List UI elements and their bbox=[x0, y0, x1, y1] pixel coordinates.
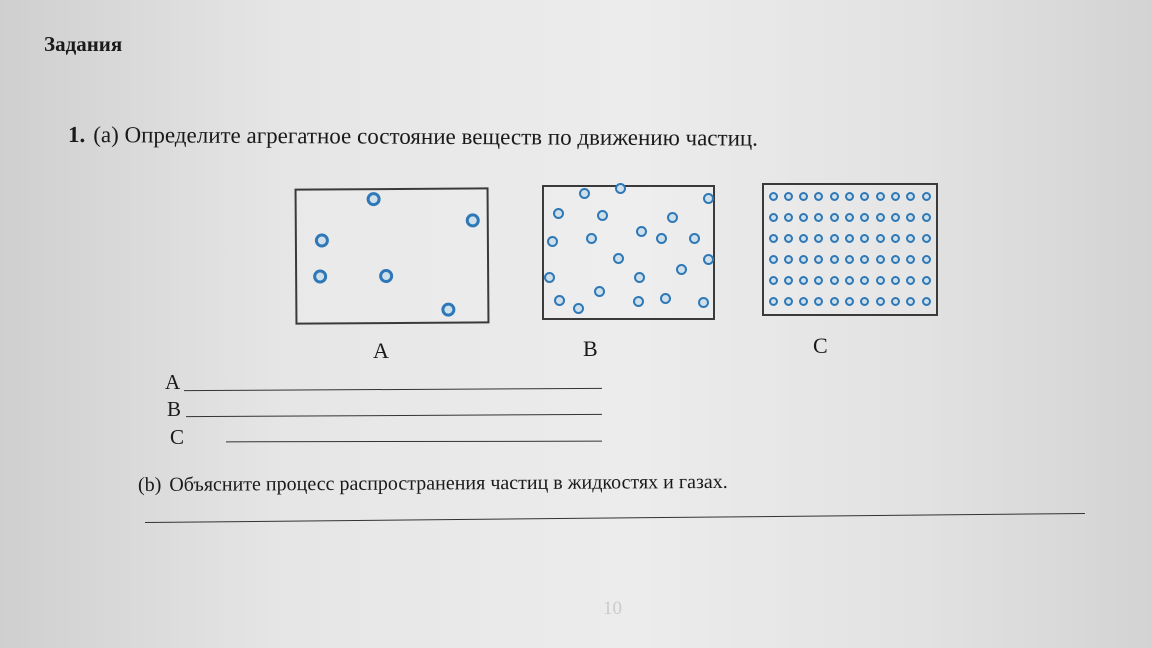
particle-dot bbox=[594, 286, 605, 297]
particle-dot bbox=[769, 213, 778, 222]
particle-dot bbox=[315, 233, 329, 247]
diagram-a-gas-particles bbox=[295, 187, 490, 324]
particle-dot bbox=[579, 188, 590, 199]
particle-dot bbox=[667, 212, 678, 223]
part-b-label: (b) bbox=[137, 473, 162, 496]
particle-dot bbox=[876, 276, 885, 285]
particle-dot bbox=[922, 234, 931, 243]
particle-dot bbox=[703, 193, 714, 204]
particle-dot bbox=[313, 269, 327, 283]
particle-dot bbox=[784, 255, 793, 264]
particle-dot bbox=[922, 213, 931, 222]
particle-dot bbox=[784, 192, 793, 201]
particle-dot bbox=[799, 276, 808, 285]
diagram-b-label: B bbox=[583, 336, 598, 361]
particle-dot bbox=[660, 293, 671, 304]
particle-dot bbox=[876, 192, 885, 201]
particle-dot bbox=[573, 303, 584, 314]
particle-dot bbox=[830, 276, 839, 285]
particle-dot bbox=[799, 213, 808, 222]
particle-dot bbox=[876, 255, 885, 264]
particle-dot bbox=[830, 213, 839, 222]
particle-dot bbox=[906, 192, 915, 201]
page-number: 10 bbox=[603, 598, 622, 619]
particle-dot bbox=[906, 297, 915, 306]
particle-dot bbox=[860, 255, 869, 264]
section-title: Задания bbox=[44, 32, 123, 56]
particle-dot bbox=[799, 297, 808, 306]
particle-dot bbox=[814, 255, 823, 264]
particle-dot bbox=[698, 297, 709, 308]
particle-dot bbox=[845, 213, 854, 222]
particle-dot bbox=[845, 276, 854, 285]
particle-dot bbox=[769, 297, 778, 306]
particle-dot bbox=[814, 192, 823, 201]
particle-dot bbox=[703, 254, 714, 265]
particle-dot bbox=[769, 192, 778, 201]
question-a-text: (a) Определите агрегатное состояние веществ по движению частиц. bbox=[93, 122, 759, 151]
answer-line-c[interactable] bbox=[226, 441, 602, 443]
diagram-c-label: C bbox=[813, 333, 828, 358]
particle-dot bbox=[876, 297, 885, 306]
particle-dot bbox=[922, 255, 931, 264]
particle-dot bbox=[554, 295, 565, 306]
diagram-c-solid-particles bbox=[762, 183, 938, 316]
particle-dot bbox=[799, 255, 808, 264]
particle-dot bbox=[860, 213, 869, 222]
answer-line-part-b[interactable] bbox=[145, 513, 1085, 523]
particle-dot bbox=[860, 192, 869, 201]
particle-dot bbox=[784, 213, 793, 222]
particle-dot bbox=[814, 276, 823, 285]
question-1-part-b bbox=[138, 471, 728, 497]
particle-dot bbox=[906, 255, 915, 264]
particle-dot bbox=[814, 213, 823, 222]
particle-dot bbox=[634, 272, 645, 283]
particle-dot bbox=[830, 255, 839, 264]
particle-dot bbox=[891, 276, 900, 285]
particle-dot bbox=[547, 236, 558, 247]
particle-dot bbox=[676, 264, 687, 275]
particle-dot bbox=[860, 276, 869, 285]
particle-dot bbox=[769, 255, 778, 264]
particle-dot bbox=[906, 234, 915, 243]
particle-dot bbox=[784, 234, 793, 243]
particle-dot bbox=[799, 234, 808, 243]
particle-dot bbox=[769, 234, 778, 243]
answer-label-c: C bbox=[170, 425, 185, 449]
particle-dot bbox=[906, 276, 915, 285]
particle-dot bbox=[891, 234, 900, 243]
particle-dot bbox=[891, 213, 900, 222]
particle-dot bbox=[845, 192, 854, 201]
particle-dot bbox=[656, 233, 667, 244]
particle-dot bbox=[466, 213, 480, 227]
particle-dot bbox=[799, 192, 808, 201]
particle-dot bbox=[891, 255, 900, 264]
particle-dot bbox=[586, 233, 597, 244]
particle-dot bbox=[922, 276, 931, 285]
particle-dot bbox=[814, 297, 823, 306]
particle-dot bbox=[784, 276, 793, 285]
diagram-a-label: A bbox=[373, 338, 389, 363]
question-number: 1. bbox=[67, 122, 86, 148]
particle-dot bbox=[784, 297, 793, 306]
particle-dot bbox=[615, 183, 626, 194]
answer-label-b: B bbox=[167, 397, 182, 421]
particle-dot bbox=[876, 234, 885, 243]
particle-dot bbox=[379, 269, 393, 283]
particle-dot bbox=[860, 234, 869, 243]
answer-line-a[interactable] bbox=[184, 388, 602, 391]
particle-dot bbox=[636, 226, 647, 237]
particle-dot bbox=[613, 253, 624, 264]
particle-dot bbox=[597, 210, 608, 221]
particle-dot bbox=[633, 296, 644, 307]
particle-dot bbox=[891, 192, 900, 201]
particle-dot bbox=[922, 297, 931, 306]
answer-label-a: A bbox=[165, 370, 181, 394]
question-1-part-a bbox=[68, 122, 758, 152]
particle-dot bbox=[553, 208, 564, 219]
diagram-b-liquid-particles bbox=[542, 185, 715, 320]
particle-dot bbox=[814, 234, 823, 243]
answer-line-b[interactable] bbox=[186, 414, 602, 417]
particle-dot bbox=[876, 213, 885, 222]
particle-dot bbox=[845, 255, 854, 264]
particle-dot bbox=[891, 297, 900, 306]
particle-dot bbox=[830, 234, 839, 243]
particle-dot bbox=[441, 303, 455, 317]
particle-dot bbox=[845, 234, 854, 243]
particle-dot bbox=[830, 192, 839, 201]
particle-dot bbox=[544, 272, 555, 283]
particle-dot bbox=[845, 297, 854, 306]
particle-dot bbox=[830, 297, 839, 306]
particle-dot bbox=[860, 297, 869, 306]
particle-dot bbox=[922, 192, 931, 201]
particle-dot bbox=[769, 276, 778, 285]
particle-dot bbox=[689, 233, 700, 244]
part-b-text: Объясните процесс распространения частиц в жидкостях и газах. bbox=[169, 470, 728, 496]
particle-dot bbox=[906, 213, 915, 222]
particle-dot bbox=[367, 192, 381, 206]
